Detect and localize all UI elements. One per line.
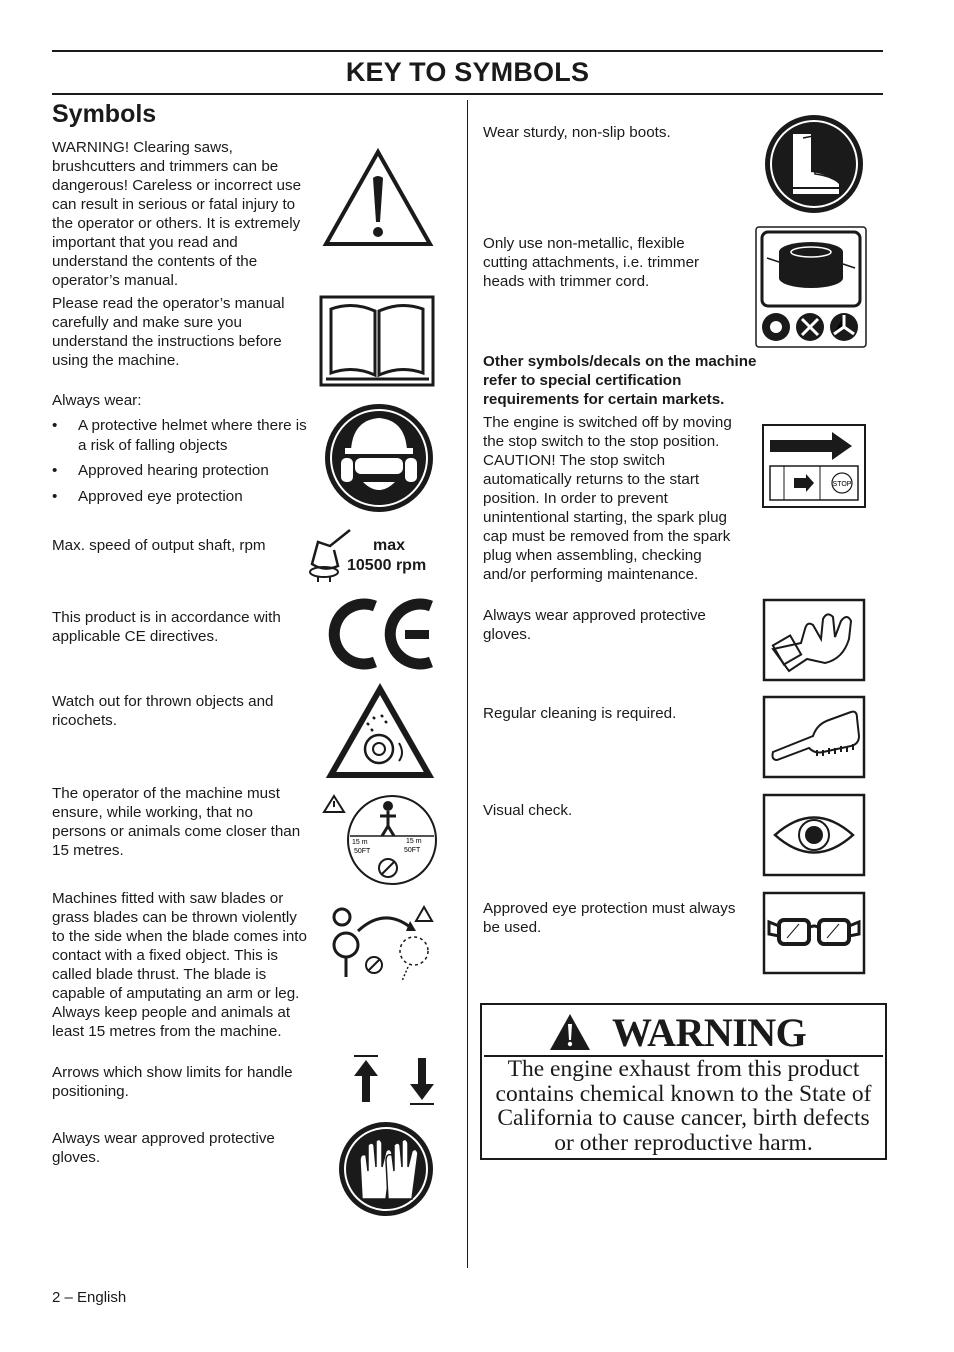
rpm-max-label: max <box>373 537 406 554</box>
blade-thrust-icon <box>328 905 436 985</box>
handle-arrows-text: Arrows which show limits for handle positioning. <box>52 1064 293 1100</box>
page-title: KEY TO SYMBOLS <box>345 57 590 87</box>
eye-icon <box>763 794 865 876</box>
visual-check-text: Visual check. <box>483 802 573 819</box>
distance-label-1: 15 m <box>352 839 368 846</box>
helmet-hearing-eye-icon <box>323 402 435 514</box>
page-footer: 2 – English <box>52 1289 127 1306</box>
safety-glasses-icon <box>763 892 865 974</box>
warning-triangle-icon <box>548 1012 592 1052</box>
rpm-value-label: 10500 rpm <box>347 557 427 574</box>
gloves-icon <box>338 1121 434 1217</box>
gloves-text-left: Always wear approved protective gloves. <box>52 1130 275 1166</box>
title-rule <box>52 93 883 95</box>
max-speed-text: Max. speed of output shaft, rpm <box>52 537 266 554</box>
thrown-objects-icon <box>327 685 433 779</box>
ce-text: This product is in accordance with applicable CE directives. <box>52 609 281 645</box>
wear-list <box>52 416 312 512</box>
boots-icon <box>763 114 865 214</box>
list-item: • Approved eye protection <box>52 487 312 507</box>
thrown-objects-text: Watch out for thrown objects and ricochets. <box>52 693 274 729</box>
list-item: • A protective helmet where there is a risk of falling objects <box>52 416 312 455</box>
trimmer-head-icon <box>755 226 867 348</box>
warning-header <box>484 1007 883 1057</box>
distance-label-4: 50FT <box>404 847 421 854</box>
non-metallic-text: Only use non-metallic, flexible cutting attachments, i.e. trimmer heads with trimmer cord. <box>483 235 700 290</box>
blade-thrust-text: Machines fitted with saw blades or grass blades can be thrown violently to the side when the blade comes into contact with a fixed object. This is called blade thrust. The blade is capable of amputating an arm or leg. Always keep people and animals at least 15 metres from the machine. <box>52 890 307 1040</box>
manual-book-icon <box>319 295 435 387</box>
warning-message: The engine exhaust from this product contains chemical known to the State of California to cause cancer, birth defects or other reproductive harm. <box>495 1056 872 1156</box>
stop-label: STOP <box>832 481 852 488</box>
list-item: • Approved hearing protection <box>52 461 312 481</box>
protective-glove-icon <box>763 599 865 681</box>
column-divider <box>467 100 468 1268</box>
cleaning-text: Regular cleaning is required. <box>483 705 677 722</box>
top-rule <box>52 50 883 52</box>
stop-switch-icon <box>762 424 866 508</box>
gloves-text-right: Always wear approved protective gloves. <box>483 607 706 643</box>
ce-mark-icon <box>329 598 437 670</box>
cleaning-brush-icon <box>763 696 865 778</box>
safety-distance-icon <box>322 794 438 886</box>
distance-label-3: 15 m <box>406 838 422 845</box>
other-symbols-text: Other symbols/decals on the machine refer to special certification requirements for certain markets. <box>483 353 757 408</box>
warning-text: WARNING! Clearing saws, brushcutters and trimmers can be dangerous! Careless or incorrect use can result in serious or fatal injury to the operator or others. It is extremely important that you read and understand the contents of the operator’s manual. <box>52 139 302 289</box>
read-manual-text: Please read the operator’s manual carefully and make sure you understand the instructions before using the machine. <box>52 295 285 369</box>
distance-label-2: 50FT <box>354 848 371 855</box>
trimmer-speed-icon <box>304 526 354 586</box>
warning-triangle-icon <box>322 148 434 248</box>
california-warning-box <box>480 1003 887 1160</box>
always-wear-label: Always wear: <box>52 392 142 409</box>
eye-protection-text: Approved eye protection must always be used. <box>483 900 736 936</box>
stop-switch-text: The engine is switched off by moving the stop switch to the stop position. CAUTION! The stop switch automatically returns to the start position. In order to prevent unintentional starting, the spark plug cap must be removed from the spark plug when assembling, checking and/or performing maintenance. <box>483 414 732 583</box>
section-title: Symbols <box>52 100 157 128</box>
boots-text: Wear sturdy, non-slip boots. <box>483 124 671 141</box>
warning-word: WARNING <box>612 1010 807 1055</box>
distance-text: The operator of the machine must ensure, while working, that no persons or animals come closer than 15 metres. <box>52 785 301 859</box>
handle-limit-arrows-icon <box>352 1054 436 1106</box>
